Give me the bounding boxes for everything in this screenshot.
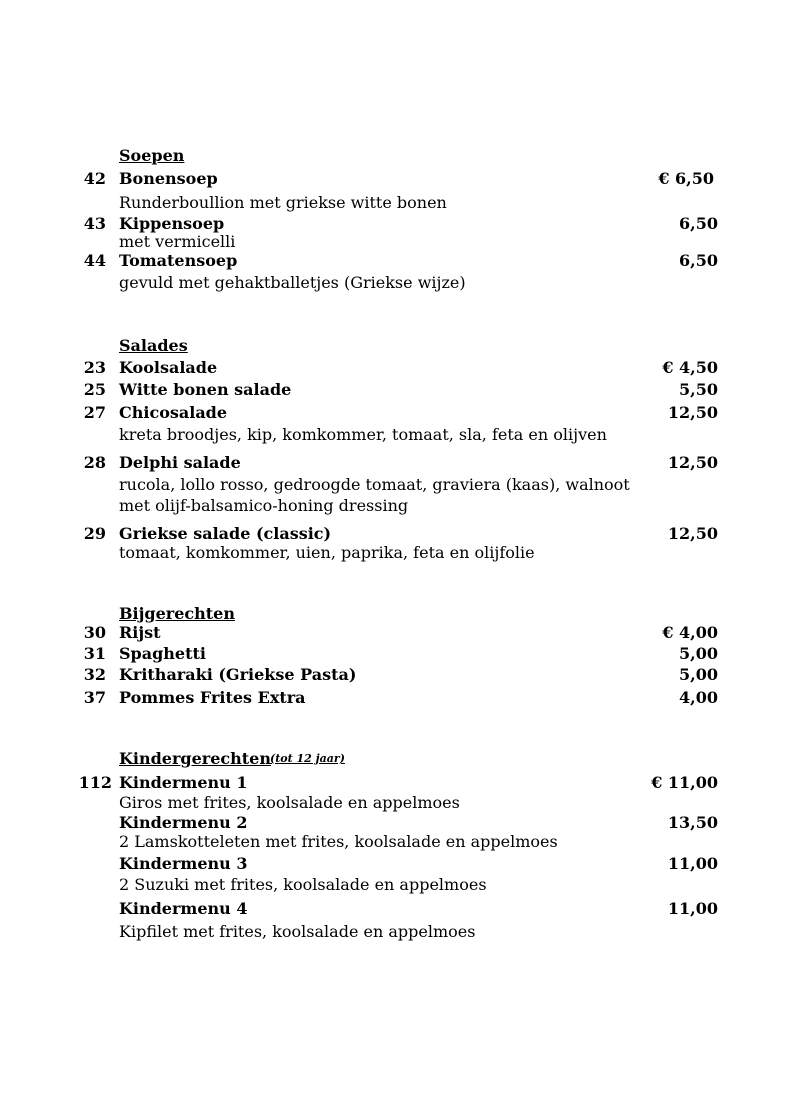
item-price: 11,00 xyxy=(667,899,718,918)
item-name: Spaghetti xyxy=(119,644,206,663)
item-name: Tomatensoep xyxy=(119,251,238,270)
item-price: 4,00 xyxy=(679,688,718,707)
item-number: 30 xyxy=(83,623,106,642)
item-number: 32 xyxy=(83,665,106,684)
item-price: 5,50 xyxy=(679,380,718,399)
item-description: Giros met frites, koolsalade en appelmoes xyxy=(119,793,460,812)
item-number: 28 xyxy=(83,453,106,472)
item-price: 11,00 xyxy=(667,854,718,873)
item-price: 12,50 xyxy=(667,524,718,543)
item-description: Runderboullion met griekse witte bonen xyxy=(119,193,447,212)
item-name: Kindermenu 2 xyxy=(119,813,248,832)
item-description: 2 Suzuki met frites, koolsalade en appelmoes xyxy=(119,875,487,894)
item-number: 112 xyxy=(78,773,112,792)
item-price: € 6,50 xyxy=(658,169,714,188)
section-title-soepen: Soepen xyxy=(119,146,185,165)
section-title-kindergerechten: Kindergerechten xyxy=(119,749,271,768)
item-price: € 4,50 xyxy=(662,358,718,377)
item-description: met olijf-balsamico-honing dressing xyxy=(119,496,409,515)
item-name: Griekse salade (classic) xyxy=(119,524,332,543)
item-price: 13,50 xyxy=(667,813,718,832)
item-name: Kindermenu 4 xyxy=(119,899,248,918)
item-description: 2 Lamskotteleten met frites, koolsalade en appelmoes xyxy=(119,832,558,851)
item-price: € 11,00 xyxy=(651,773,718,792)
item-price: 12,50 xyxy=(667,453,718,472)
item-price: 6,50 xyxy=(679,251,718,270)
item-price: € 4,00 xyxy=(662,623,718,642)
item-price: 5,00 xyxy=(679,665,718,684)
item-description: tomaat, komkommer, uien, paprika, feta en olijfolie xyxy=(119,543,535,562)
item-name: Witte bonen salade xyxy=(119,380,292,399)
item-price: 5,00 xyxy=(679,644,718,663)
item-name: Rijst xyxy=(119,623,161,642)
item-price: 12,50 xyxy=(667,403,718,422)
item-name: Kippensoep xyxy=(119,214,225,233)
item-name: Chicosalade xyxy=(119,403,228,422)
item-name: Kindermenu 3 xyxy=(119,854,248,873)
section-note: (tot 12 jaar) xyxy=(270,752,345,765)
item-description: rucola, lollo rosso, gedroogde tomaat, graviera (kaas), walnoot xyxy=(119,475,630,494)
item-description: Kipfilet met frites, koolsalade en appelmoes xyxy=(119,922,476,941)
item-price: 6,50 xyxy=(679,214,718,233)
item-number: 37 xyxy=(83,688,106,707)
item-number: 43 xyxy=(83,214,106,233)
item-number: 29 xyxy=(83,524,106,543)
item-number: 42 xyxy=(83,169,106,188)
item-number: 44 xyxy=(83,251,106,270)
item-description: met vermicelli xyxy=(119,232,236,251)
item-description: kreta broodjes, kip, komkommer, tomaat, sla, feta en olijven xyxy=(119,425,607,444)
item-number: 25 xyxy=(83,380,106,399)
item-number: 27 xyxy=(83,403,106,422)
item-number: 31 xyxy=(83,644,106,663)
item-name: Kindermenu 1 xyxy=(119,773,248,792)
item-number: 23 xyxy=(83,358,106,377)
item-name: Pommes Frites Extra xyxy=(119,688,306,707)
item-name: Koolsalade xyxy=(119,358,218,377)
item-name: Bonensoep xyxy=(119,169,218,188)
section-title-bijgerechten: Bijgerechten xyxy=(119,604,235,623)
section-title-salades: Salades xyxy=(119,336,188,355)
item-name: Delphi salade xyxy=(119,453,241,472)
item-description: gevuld met gehaktballetjes (Griekse wijze) xyxy=(119,273,466,292)
item-name: Kritharaki (Griekse Pasta) xyxy=(119,665,357,684)
